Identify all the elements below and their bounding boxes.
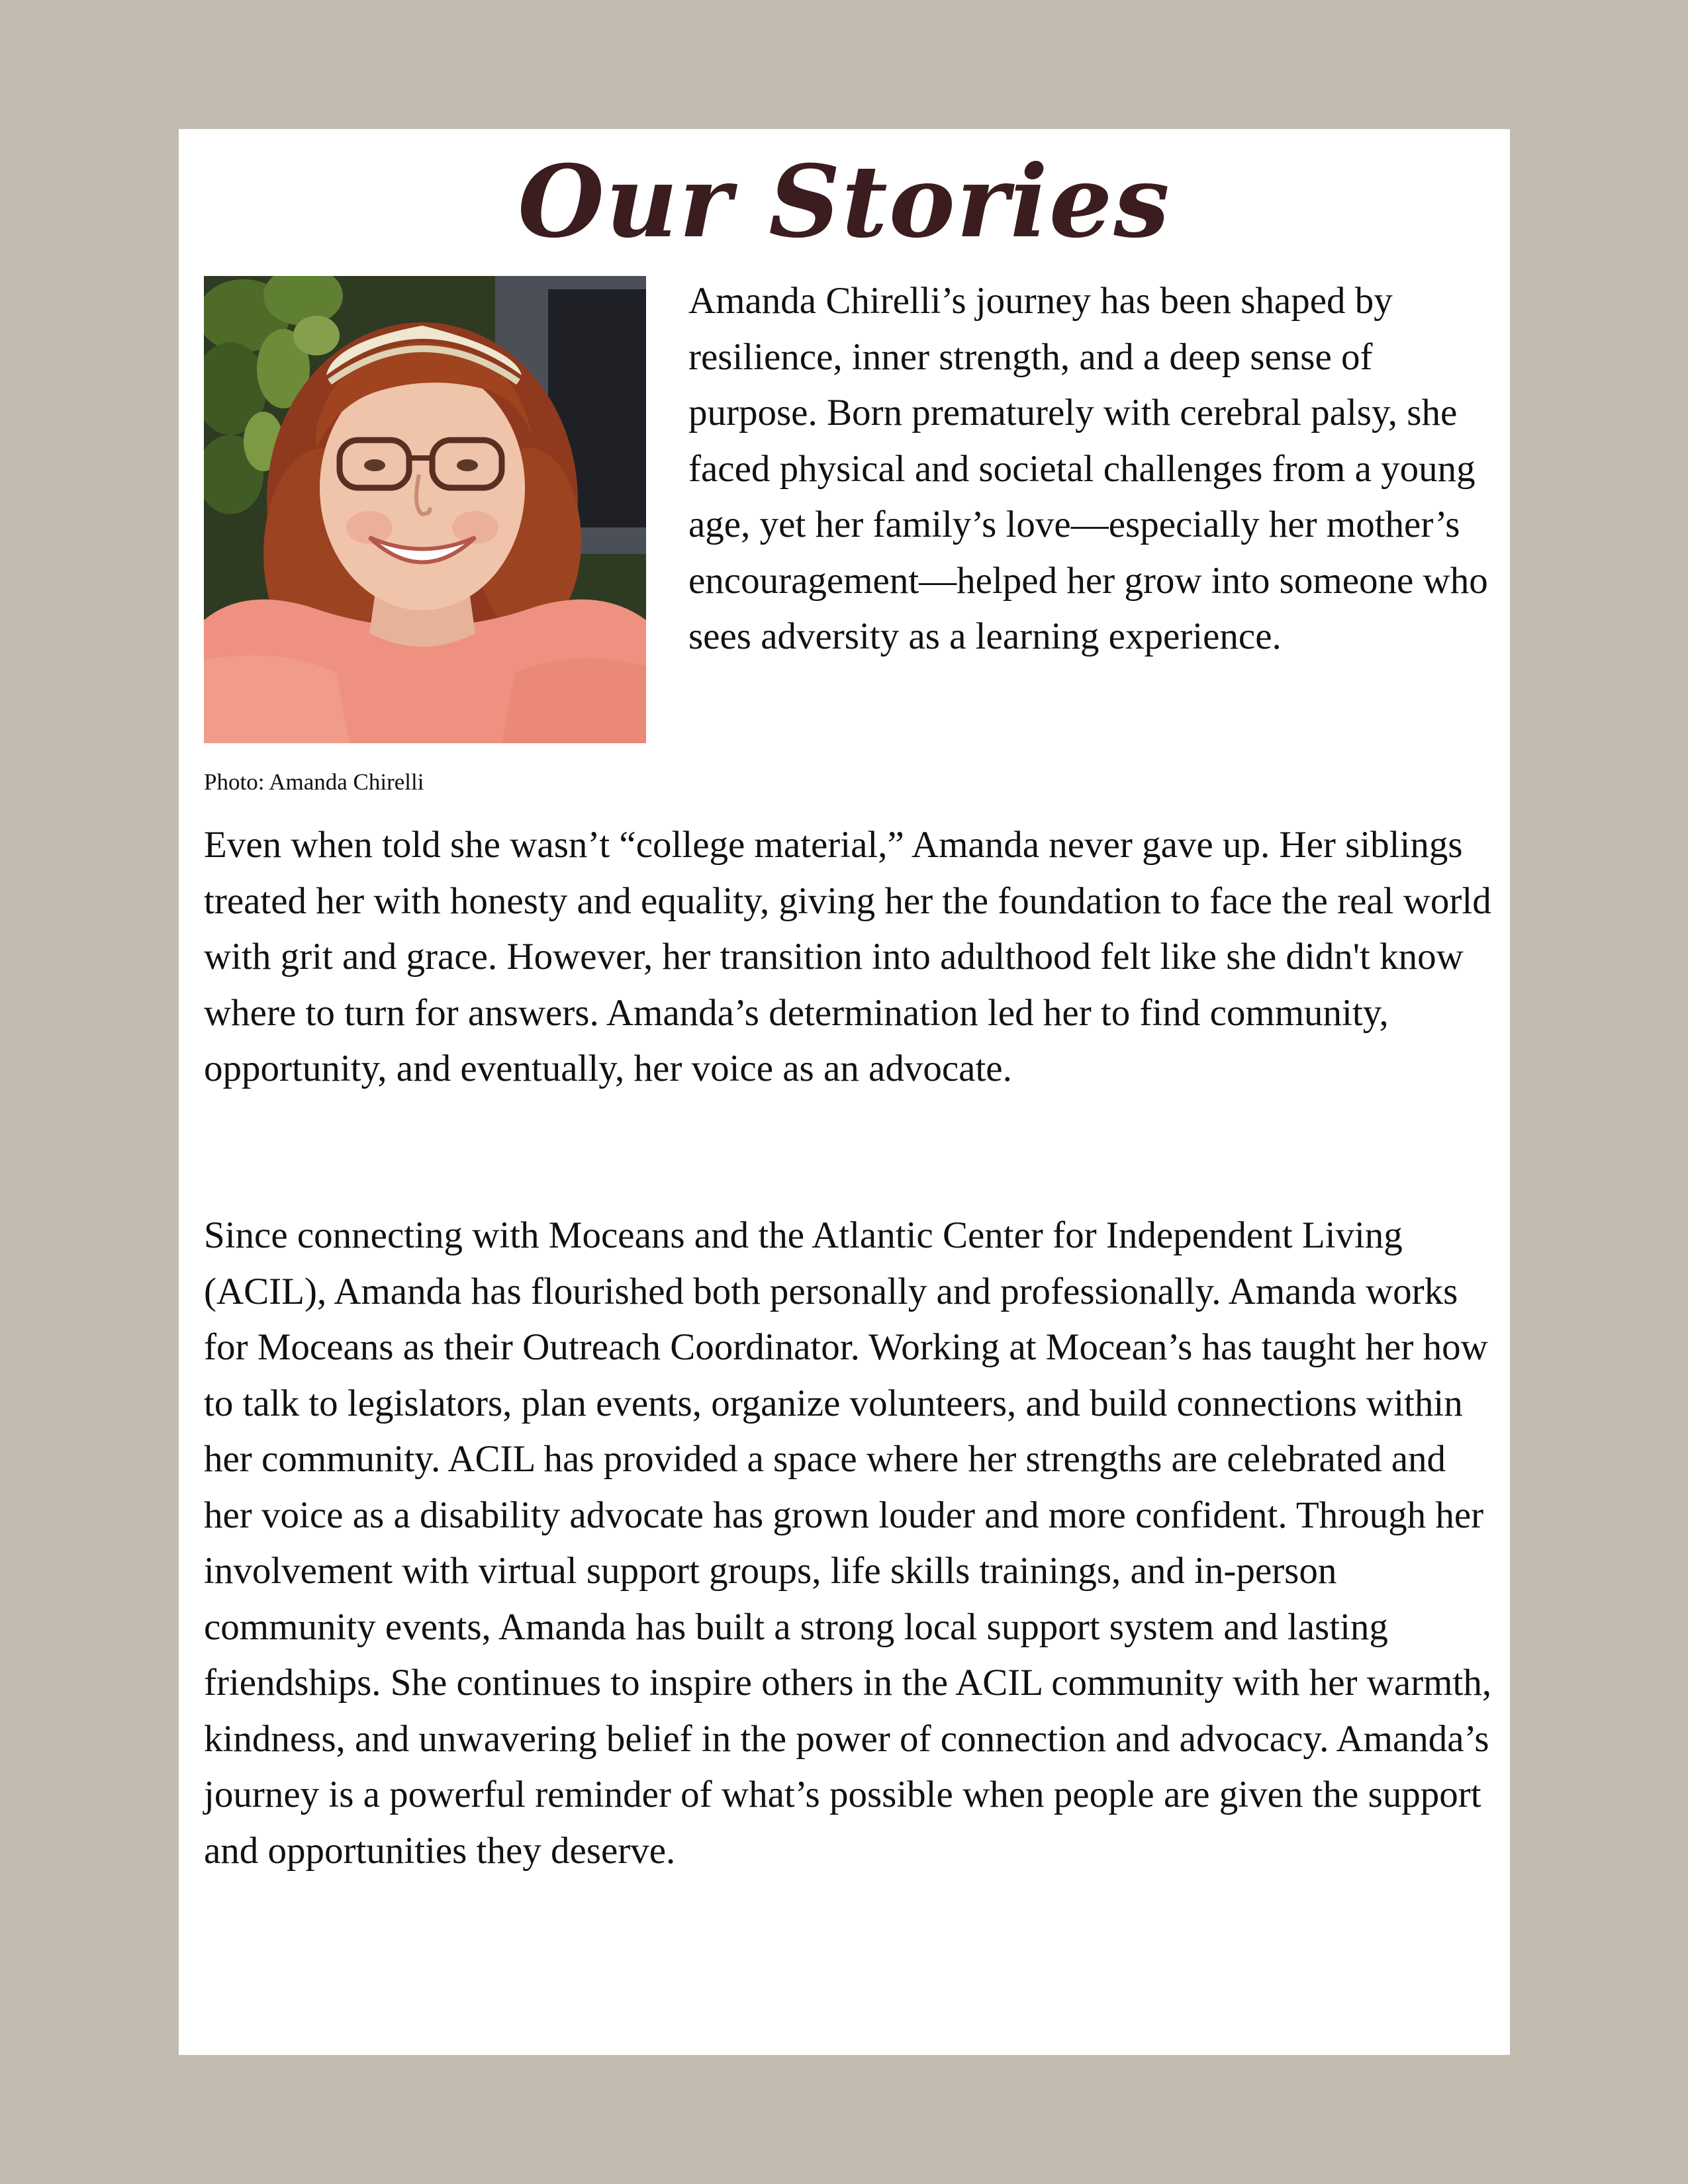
portrait-photo xyxy=(204,276,646,743)
story-card xyxy=(179,129,1510,2055)
photo-caption: Photo: Amanda Chirelli xyxy=(204,769,424,795)
story-intro: Amanda Chirelli’s journey has been shaped by resilience, inner strength, and a deep sense of purpose. Born prematurely with cerebral palsy, she faced physical and societal challenges from a young age, yet her family’s love—especially her mother’s encouragement—helped her grow into someone who sees adversity as a learning experience. xyxy=(688,280,1488,657)
story-paragraph-1: Even when told she wasn’t “college material,” Amanda never gave up. Her siblings treated her with honesty and equality, giving her the foundation to face the real world with grit and grace. However, her transition into adulthood felt like she didn't know where to turn for answers. Amanda’s determination led her to find community, opportunity, and eventually, her voice as an advocate. xyxy=(204,824,1491,1089)
story-paragraph-2: Since connecting with Moceans and the Atlantic Center for Independent Living (ACIL), Amanda has flourished both personally and professionally. Amanda works for Moceans as their Outreach Coordinator. Working at Mocean’s has taught her how to talk to legislators, plan events, organize volunteers, and build connections within her community. ACIL has provided a space where her strengths are celebrated and her voice as a disability advocate has grown louder and more confident. Through her involvement with virtual support groups, life skills trainings, and in-person community events, Amanda has built a strong local support system and lasting friendships. She continues to inspire others in the ACIL community with her warmth, kindness, and unwavering belief in the power of connection and advocacy. Amanda’s journey is a powerful reminder of what’s possible when people are given the support and opportunities they deserve. xyxy=(204,1214,1492,1872)
page-title: Our Stories xyxy=(518,144,1171,260)
portrait-illustration xyxy=(204,276,646,743)
